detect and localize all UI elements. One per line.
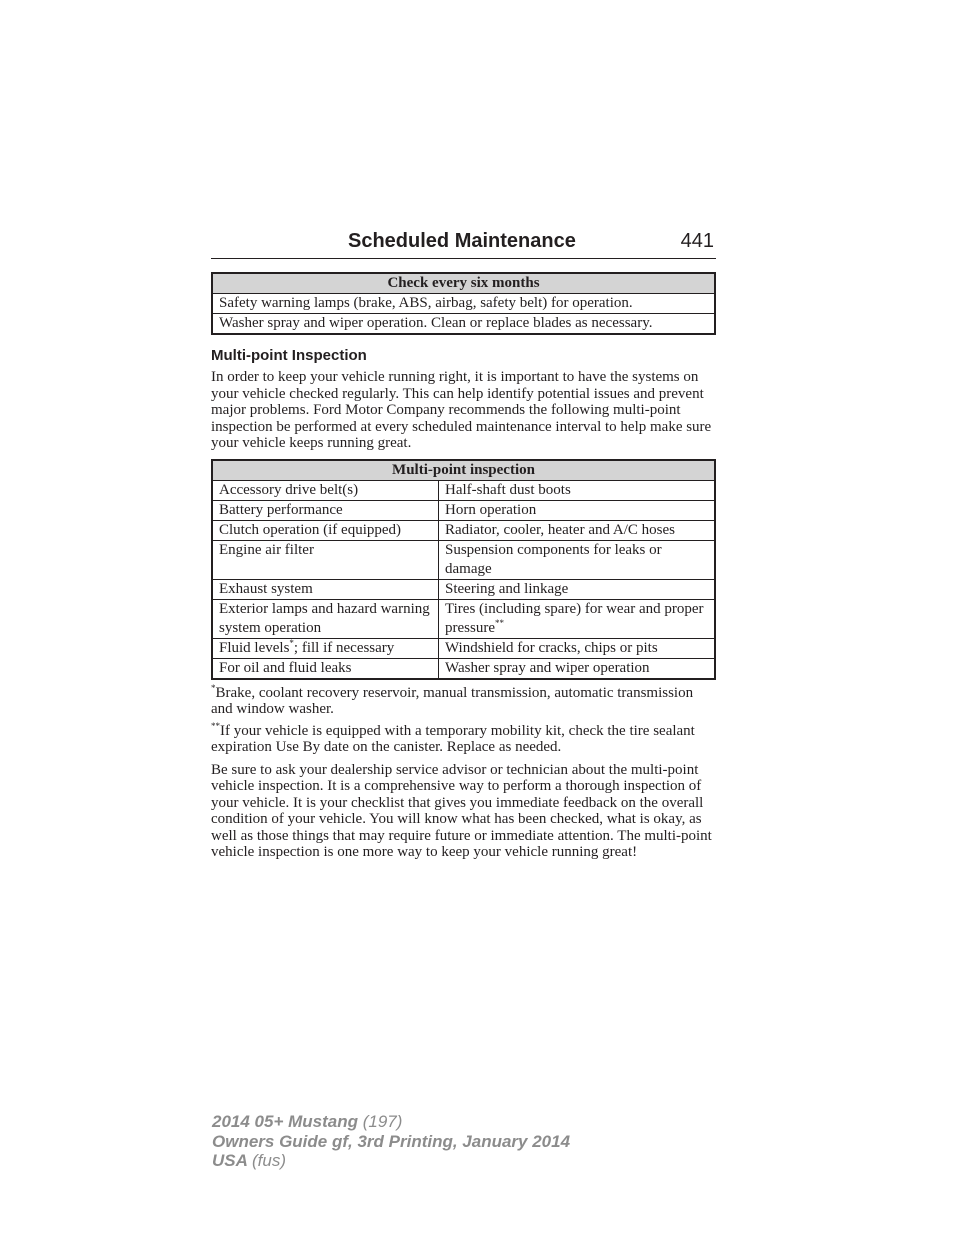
intro-paragraph: In order to keep your vehicle running right, it is important to have the systems on your vehicle checked regularly. This can help identify potential issues and prevent major problems. Ford Motor Company recommends the following multi-point inspection be performed at every scheduled maintenance interval to help make sure your vehicle keeps running great.: [211, 369, 712, 451]
closing-paragraph: Be sure to ask your dealership service advisor or technician about the multi-point vehicle inspection. It is a comprehensive way to perform a thorough inspection of your vehicle. It is your checklist that gives you immediate feedback on the overall condition of your vehicle. You will know what has been checked, what is okay, as well as those things that may require future or immediate attention. The multi-point vehicle inspection is one more way to keep your vehicle running great!: [211, 761, 712, 860]
table-row: [212, 500, 715, 520]
table-row: [212, 658, 715, 679]
table-cell: [439, 599, 716, 638]
table-heading: Check every six months: [212, 273, 715, 294]
running-head: [211, 228, 716, 259]
cell-text: Fluid levels: [219, 639, 290, 656]
print-footer: [212, 1112, 570, 1171]
manual-page: [211, 228, 716, 861]
table-row: [212, 599, 715, 638]
table-row: [212, 480, 715, 500]
section-title: Scheduled Maintenance: [348, 230, 576, 252]
table-cell: Engine air filter: [212, 540, 439, 579]
footnote-mark: *: [211, 682, 216, 693]
table-cell: Washer spray and wiper operation: [439, 658, 716, 679]
table-cell: Half-shaft dust boots: [439, 480, 716, 500]
six-month-check-table: [211, 272, 716, 335]
table-cell: Exhaust system: [212, 579, 439, 599]
footer-code: (197): [362, 1112, 403, 1131]
multipoint-inspection-table: [211, 459, 716, 680]
footnote-double: [211, 720, 716, 756]
table-cell: Steering and linkage: [439, 579, 716, 599]
footer-line: Owners Guide gf, 3rd Printing, January 2014: [212, 1131, 571, 1151]
table-cell: For oil and fluid leaks: [212, 658, 439, 679]
page-number: 441: [680, 230, 714, 252]
footer-market-code: (fus): [252, 1151, 286, 1170]
table-cell: Washer spray and wiper operation. Clean or replace blades as necessary.: [212, 314, 715, 335]
table-cell: Safety warning lamps (brake, ABS, airbag, safety belt) for operation.: [212, 294, 715, 314]
table-cell: Horn operation: [439, 500, 716, 520]
table-row: [212, 294, 715, 314]
cell-text: ; fill if necessary: [293, 639, 395, 656]
footer-model: 2014 05+ Mustang: [212, 1112, 358, 1131]
table-cell: Radiator, cooler, heater and A/C hoses: [439, 520, 716, 540]
footer-market: USA: [212, 1151, 248, 1170]
table-cell: Windshield for cracks, chips or pits: [439, 638, 716, 658]
footer-line: [212, 1112, 570, 1132]
table-row: [212, 540, 715, 579]
table-cell: [212, 638, 439, 658]
table-row: [212, 579, 715, 599]
table-row: [212, 314, 715, 335]
table-cell: Accessory drive belt(s): [212, 480, 439, 500]
table-row: [212, 638, 715, 658]
table-cell: Battery performance: [212, 500, 439, 520]
table-heading: Multi-point inspection: [212, 460, 715, 481]
footnote-mark: **: [211, 720, 220, 731]
table-cell: Suspension components for leaks or damage: [439, 540, 716, 579]
footnote-text: Brake, coolant recovery reservoir, manual transmission, automatic transmission and window washer.: [211, 684, 694, 717]
footnote-single: [211, 682, 716, 718]
subheading: Multi-point Inspection: [211, 347, 367, 364]
cell-text: Tires (including spare) for wear and proper pressure: [445, 600, 704, 636]
footnote-text: If your vehicle is equipped with a temporary mobility kit, check the tire sealant expiration Use By date on the canister. Replace as needed.: [211, 722, 695, 755]
footnote-mark: **: [494, 617, 504, 628]
table-row: [212, 520, 715, 540]
table-cell: Clutch operation (if equipped): [212, 520, 439, 540]
footer-line: [212, 1151, 570, 1171]
footnote-mark: *: [289, 637, 294, 648]
table-cell: Exterior lamps and hazard warning system operation: [212, 599, 439, 638]
